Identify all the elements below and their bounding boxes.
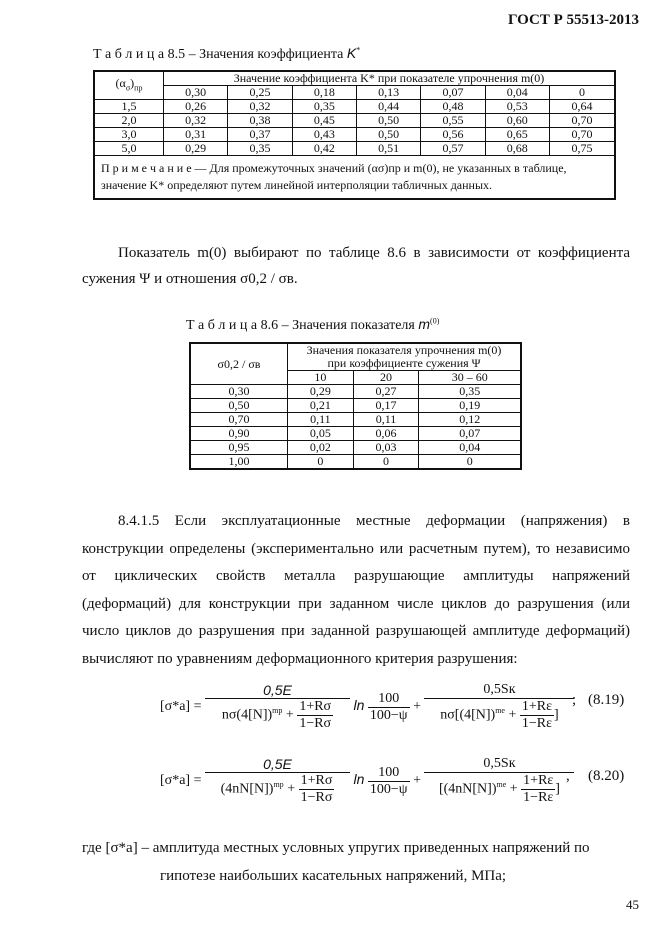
eq820-frac2: 0,5Sк [$(4nN[N])^{me}$ + $\frac{1+R\varepsilon}{1-R\varepsilon}$ ] [424,756,574,806]
table85-col: 0,25 [228,86,292,100]
eq819-sep: ; [572,692,577,708]
table-row: 2,0 0,32 0,38 0,45 0,50 0,55 0,60 0,70 [94,114,615,128]
table86-col: 20 [353,371,419,385]
table86-caption-sup: (0) [430,316,440,326]
table86-col-group: Значения показателя упрочнения m(0) при коэффициенте сужения Ψ [288,343,522,371]
eq819-frac1: 0,5E $n\sigma(4[N])^{mp}$ + $\frac{1+R\sigma}{1-R\sigma}$ [205,682,350,732]
table-row: 0,70 0,11 0,11 0,12 [190,413,521,427]
table85-col: 0,04 [485,86,549,100]
table85-col: 0 [549,86,615,100]
paragraph-m0: Показатель m(0) выбирают по таблице 8.6 в зависимости от коэффициента сужения Ψ и отношения σ0,2 / σв. [82,245,630,287]
table85-caption-sup: * [356,45,361,55]
eq820-frac-ln: $\frac{100}{100-\psi}$ [369,764,408,797]
standard-header: ГОСТ Р 55513-2013 [507,12,639,28]
eq819-lhs: [σ*a] = [160,699,202,715]
eq820-sep: , [566,768,570,784]
paragraph-8-4-1-5: 8.4.1.5 Если эксплуатационные местные деформации (напряжения) в конструкции определены (экспериментально или расчетным путем), то независимо от циклических свойств металла разрушающие амплитуды напряжений (деформаций) для конструкции при заданном числе циклов до разрушения (или число циклов до разрушения при заданной разрушающей амплитуде деформаций) вычисляют по уравнениям деформационного критерия разрушения: [82,513,630,667]
table-row: 0,50 0,21 0,17 0,19 [190,399,521,413]
table-row: 1,5 0,26 0,32 0,35 0,44 0,48 0,53 0,64 [94,100,615,114]
eq819-frac-ln: $\frac{100}{100-\psi}$ [369,690,408,723]
table85-col: 0,30 [164,86,228,100]
table85-caption-symbol: K [346,45,357,61]
equation-8-20: [σ*a] = 0,5E $(4nN[N])^{mp}$ + $\frac{1+R\sigma}{1-R\sigma}$ ln $\frac{100}{100-\psi}$ + 0,5Sк [$(4nN[N])^{me}$ + $\frac{1+R\varepsilon}{1-R\varepsilon}$ ] [160,756,574,806]
table85-col-group: Значение коэффициента K* при показателе упрочнения m(0) [164,71,616,86]
eq820-number: (8.20) [588,768,625,784]
table85-note: П р и м е ч а н и е — Для промежуточных значений (ασ)пр и m(0), не указанных в таблице, значение K* определяют путем линейной интерполяции табличных данных. [94,156,615,200]
table86-col: 30 – 60 [419,371,521,385]
table-row: 3,0 0,31 0,37 0,43 0,50 0,56 0,65 0,70 [94,128,615,142]
table86-caption [186,316,439,334]
table-row: 0,90 0,05 0,06 0,07 [190,427,521,441]
eq820-lhs: [σ*a] = [160,773,202,789]
table85-col: 0,18 [292,86,356,100]
equation-8-19: [σ*a] = 0,5E $n\sigma(4[N])^{mp}$ + $\frac{1+R\sigma}{1-R\sigma}$ ln $\frac{100}{100-\psi}$ + 0,5Sк $n\sigma[(4[N])^{me}$ + $\frac{1+R\varepsilon}{1-R\varepsilon}$ ] [160,682,574,732]
table-row: 0,95 0,02 0,03 0,04 [190,441,521,455]
eq820-frac1: 0,5E $(4nN[N])^{mp}$ + $\frac{1+R\sigma}{1-R\sigma}$ [205,756,350,806]
table-row: 1,00 0 0 0 [190,455,521,470]
table-row: 5,0 0,29 0,35 0,42 0,51 0,57 0,68 0,75 [94,142,615,156]
table85 [93,70,616,200]
page-number: 45 [626,897,639,912]
table85-caption [93,45,360,63]
paragraph-where: где [σ*a] – амплитуда местных условных упругих приведенных напряжений по гипотезе наибольших касательных напряжений, МПа; [82,840,590,884]
table85-col: 0,07 [421,86,485,100]
table-row: 0,30 0,29 0,27 0,35 [190,385,521,399]
table86 [189,342,522,470]
table85-row-header: $(\alpha_\sigma)_{пр}$ [94,71,164,100]
table86-caption-symbol: m [418,316,431,332]
eq819-number: (8.19) [588,692,625,708]
table86-row-header: σ0,2 / σв [190,343,288,385]
table85-caption-prefix: Т а б л и ц а 8.5 – Значения коэффициента [93,47,347,62]
table86-col: 10 [288,371,354,385]
eq819-frac2: 0,5Sк $n\sigma[(4[N])^{me}$ + $\frac{1+R\varepsilon}{1-R\varepsilon}$ ] [424,682,574,732]
table86-caption-prefix: Т а б л и ц а 8.6 – Значения показателя [186,318,419,333]
table85-col: 0,13 [356,86,420,100]
